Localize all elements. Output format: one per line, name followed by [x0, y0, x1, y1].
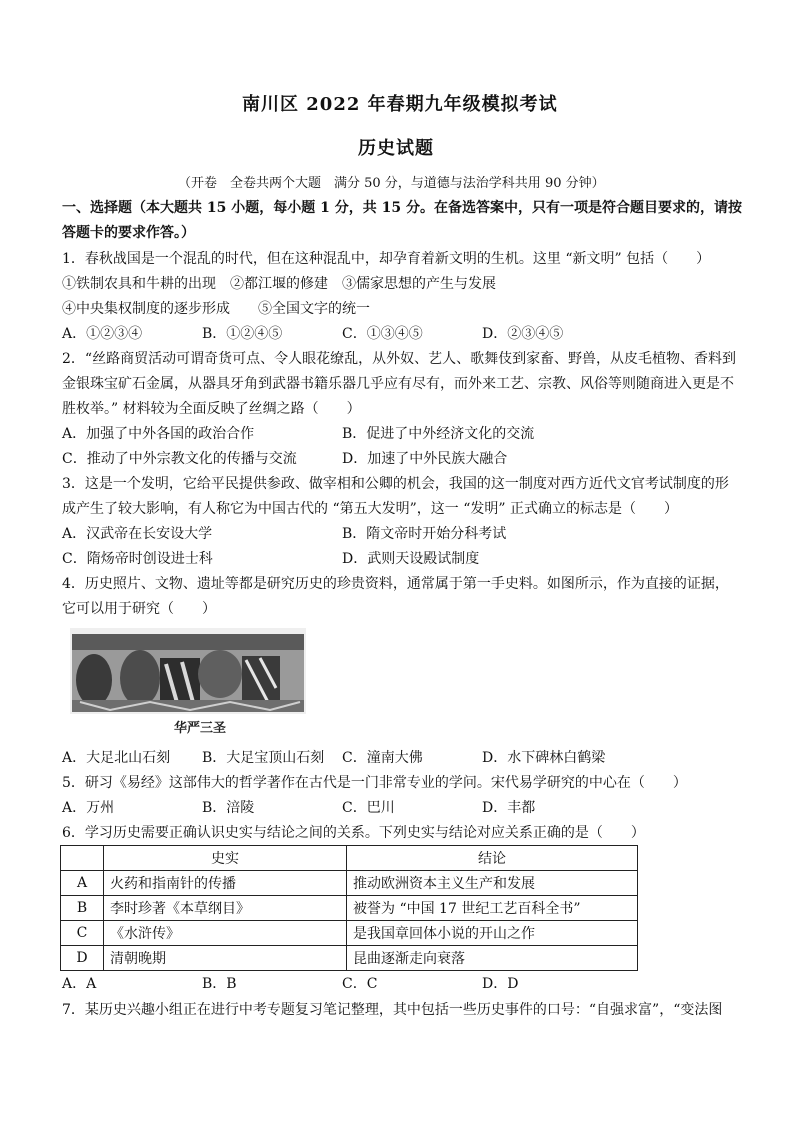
question-2-line-1: 2．“丝路商贸活动可谓奇货可点、令人眼花缭乱，从外奴、艺人、歌舞伎到家畜、野兽，从皮毛植物、香料到: [62, 351, 737, 367]
question-4-option-d[interactable]: D．水下碑林白鹤梁: [482, 750, 606, 766]
question-4-option-c[interactable]: C．潼南大佛: [342, 750, 423, 766]
question-3-option-b[interactable]: B．隋文帝时开始分科考试: [342, 526, 507, 542]
table-header-cell: [61, 846, 104, 871]
table-header-row: [61, 846, 638, 871]
carving-image: [70, 628, 306, 738]
question-1-option-d[interactable]: D．②③④⑤: [482, 326, 564, 342]
question-1-option-a[interactable]: A．①②③④: [62, 326, 143, 342]
table-cell-fact: 《水浒传》: [104, 921, 347, 946]
question-4-option-a[interactable]: A．大足北山石刻: [62, 750, 171, 766]
exam-title: 南川区 2022 年春期九年级模拟考试: [242, 94, 558, 115]
question-3-option-c[interactable]: C．隋炀帝时创设进士科: [62, 551, 213, 567]
question-2-option-d[interactable]: D．加速了中外民族大融合: [342, 451, 508, 467]
table-header-conclusion: 结论: [347, 846, 638, 871]
question-1-option-b[interactable]: B．①②④⑤: [202, 326, 283, 342]
question-6-stem: 6．学习历史需要正确认识史实与结论之间的关系。下列史实与结论对应关系正确的是（ ）: [62, 825, 645, 841]
question-1-stem: 1．春秋战国是一个混乱的时代，但在这种混乱中，却孕育着新文明的生机。这里 “新文明” 包括（ ）: [62, 251, 711, 267]
question-3-option-a[interactable]: A．汉武帝在长安设大学: [62, 526, 213, 542]
table-cell-key: C: [61, 921, 104, 946]
table-row: [61, 921, 638, 946]
question-3-line-1: 3．这是一个发明，它给平民提供参政、做宰相和公卿的机会，我国的这一制度对西方近代文官考试制度的形: [62, 476, 729, 492]
question-1-option-c[interactable]: C．①③④⑤: [342, 326, 423, 342]
question-6-option-a[interactable]: A．A: [62, 976, 97, 992]
question-3-option-d[interactable]: D．武则天设殿试制度: [342, 551, 480, 567]
table-cell-conclusion: 昆曲逐渐走向衰落: [347, 946, 638, 971]
table-cell-conclusion: 推动欧洲资本主义生产和发展: [347, 871, 638, 896]
question-4-line-1: 4．历史照片、文物、遗址等都是研究历史的珍贵资料，通常属于第一手史料。如图所示，作为直接的证据，: [62, 576, 729, 592]
question-1-items-cont: ④中央集权制度的逐步形成 ⑤全国文字的统一: [62, 301, 370, 317]
table-cell-fact: 清朝晚期: [104, 946, 347, 971]
table-cell-key: A: [61, 871, 104, 896]
question-2-line-2: 金银珠宝矿石金属，从器具牙角到武器书籍乐器几乎应有尽有，而外来工艺、宗教、风俗等则随商进入更是不: [62, 376, 734, 392]
question-2-option-a[interactable]: A．加强了中外各国的政治合作: [62, 426, 255, 442]
exam-subject: 历史试题: [358, 138, 434, 159]
table-cell-key: D: [61, 946, 104, 971]
table-cell-fact: 李时珍著《本草纲目》: [104, 896, 347, 921]
table-cell-conclusion: 被誉为 “中国 17 世纪工艺百科全书”: [347, 896, 638, 921]
question-1-items: ①铁制农具和牛耕的出现 ②都江堰的修建 ③儒家思想的产生与发展: [62, 276, 496, 292]
fact-conclusion-table: [60, 845, 638, 971]
exam-note: （开卷 全卷共两个大题 满分 50 分，与道德与法治学科共用 90 分钟）: [178, 176, 605, 191]
question-5-option-d[interactable]: D．丰都: [482, 800, 536, 816]
question-5-option-b[interactable]: B．涪陵: [202, 800, 255, 816]
question-5-option-a[interactable]: A．万州: [62, 800, 115, 816]
table-header-fact: 史实: [104, 846, 347, 871]
question-6-option-b[interactable]: B．B: [202, 976, 237, 992]
table-cell-conclusion: 是我国章回体小说的开山之作: [347, 921, 638, 946]
stone-carving-photo: [70, 628, 306, 738]
question-7-line-1: 7．某历史兴趣小组正在进行中考专题复习笔记整理，其中包括一些历史事件的口号：“自强求富”，“变法图: [62, 1002, 723, 1018]
table-row: [61, 896, 638, 921]
question-4-option-b[interactable]: B．大足宝顶山石刻: [202, 750, 325, 766]
question-4-line-2: 它可以用于研究（ ）: [62, 601, 216, 617]
table-row: [61, 871, 638, 896]
question-5-stem: 5．研习《易经》这部伟大的哲学著作在古代是一门非常专业的学问。宋代易学研究的中心在（ ）: [62, 775, 687, 791]
question-3-line-2: 成产生了较大影响，有人称它为中国古代的 “第五大发明”，这一 “发明” 正式确立的标志是（ ）: [62, 501, 678, 517]
table-cell-fact: 火药和指南针的传播: [104, 871, 347, 896]
question-2-option-c[interactable]: C．推动了中外宗教文化的传播与交流: [62, 451, 297, 467]
question-6-option-d[interactable]: D．D: [482, 976, 519, 992]
table-row: [61, 946, 638, 971]
question-2-option-b[interactable]: B．促进了中外经济文化的交流: [342, 426, 535, 442]
question-5-option-c[interactable]: C．巴川: [342, 800, 395, 816]
question-2-line-3: 胜枚举。” 材料较为全面反映了丝绸之路（ ）: [62, 401, 361, 417]
section-heading-cont: 答题卡的要求作答。）: [62, 225, 195, 241]
photo-caption: 华严三圣: [174, 721, 227, 736]
question-6-option-c[interactable]: C．C: [342, 976, 378, 992]
section-heading: 一、选择题（本大题共 15 小题，每小题 1 分，共 15 分。在备选答案中，只有一项是符合题目要求的，请按: [62, 200, 742, 216]
table-cell-key: B: [61, 896, 104, 921]
